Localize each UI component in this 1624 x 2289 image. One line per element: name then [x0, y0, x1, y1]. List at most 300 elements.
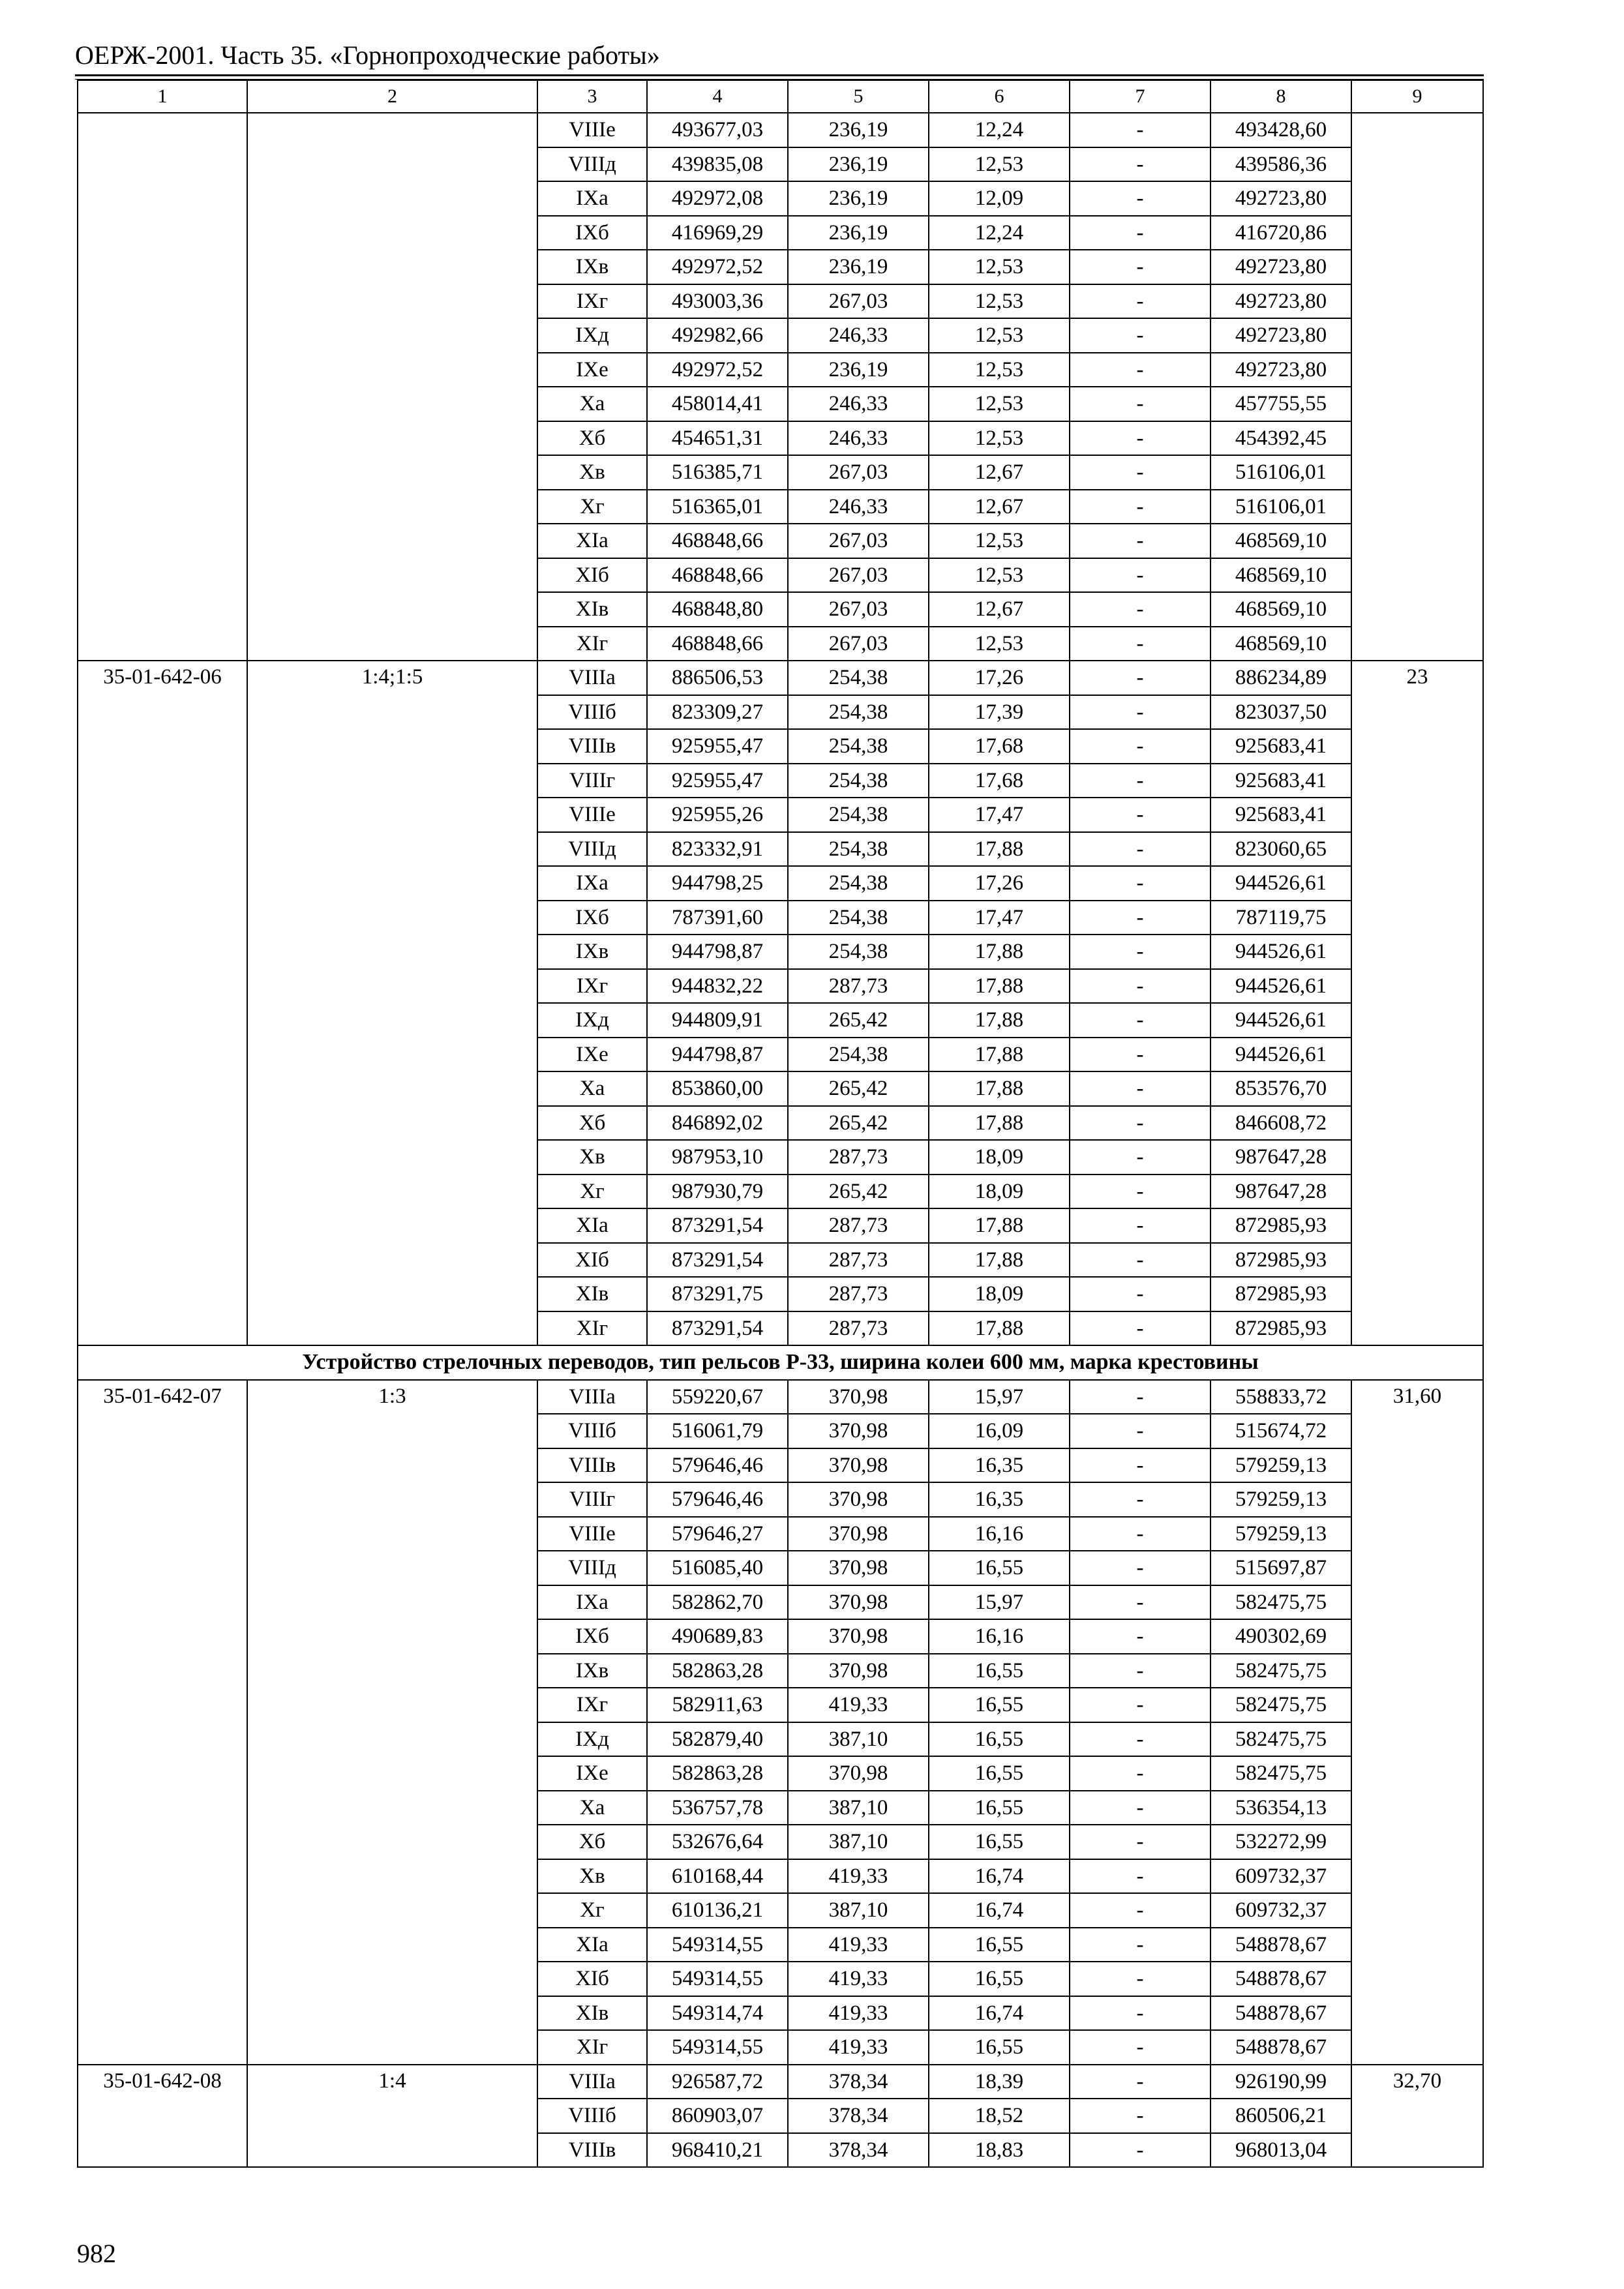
operators-wages-cell: - — [1070, 661, 1210, 695]
column-number: 2 — [247, 80, 537, 113]
machinery-cell: 16,55 — [929, 1722, 1070, 1757]
total-cost-cell: 968410,21 — [647, 2133, 788, 2168]
wages-cell: 370,98 — [788, 1414, 929, 1448]
page-title: ОЕРЖ-2001. Часть 35. «Горнопроходческие работы» — [75, 40, 660, 70]
total-cost-cell: 944832,22 — [647, 969, 788, 1004]
materials-cell: 579259,13 — [1210, 1482, 1351, 1517]
operators-wages-cell: - — [1070, 1517, 1210, 1551]
category-cell: Xв — [537, 455, 647, 490]
column-number-row — [78, 80, 1483, 113]
category-cell: XIв — [537, 1277, 647, 1311]
machinery-cell: 17,26 — [929, 866, 1070, 901]
total-cost-cell: 549314,74 — [647, 1996, 788, 2031]
category-cell: XIг — [537, 1311, 647, 1346]
category-cell: IXб — [537, 216, 647, 250]
total-cost-cell: 846892,02 — [647, 1106, 788, 1141]
operators-wages-cell: - — [1070, 387, 1210, 421]
wages-cell: 265,42 — [788, 1174, 929, 1209]
total-cost-cell: 454651,31 — [647, 421, 788, 456]
labor-cost-cell: 32,70 — [1351, 2065, 1483, 2168]
total-cost-cell: 787391,60 — [647, 901, 788, 935]
operators-wages-cell: - — [1070, 1208, 1210, 1243]
operators-wages-cell: - — [1070, 1893, 1210, 1928]
materials-cell: 886234,89 — [1210, 661, 1351, 695]
materials-cell: 548878,67 — [1210, 1928, 1351, 1962]
wages-cell: 419,33 — [788, 2030, 929, 2065]
table-row — [78, 1380, 1483, 1414]
total-cost-cell: 610168,44 — [647, 1859, 788, 1894]
total-cost-cell: 582879,40 — [647, 1722, 788, 1757]
wages-cell: 387,10 — [788, 1825, 929, 1859]
machinery-cell: 17,88 — [929, 1208, 1070, 1243]
machinery-cell: 15,97 — [929, 1585, 1070, 1620]
machinery-cell: 18,09 — [929, 1140, 1070, 1174]
wages-cell: 246,33 — [788, 318, 929, 353]
wages-cell: 246,33 — [788, 490, 929, 524]
machinery-cell: 17,88 — [929, 1106, 1070, 1141]
machinery-cell: 16,55 — [929, 1688, 1070, 1722]
operators-wages-cell: - — [1070, 1859, 1210, 1894]
machinery-cell: 12,67 — [929, 592, 1070, 627]
materials-cell: 493428,60 — [1210, 113, 1351, 147]
machinery-cell: 12,53 — [929, 627, 1070, 661]
category-cell: VIIIб — [537, 1414, 647, 1448]
operators-wages-cell: - — [1070, 524, 1210, 558]
total-cost-cell: 516385,71 — [647, 455, 788, 490]
total-cost-cell: 582863,28 — [647, 1756, 788, 1791]
machinery-cell: 16,55 — [929, 1825, 1070, 1859]
operators-wages-cell: - — [1070, 1038, 1210, 1072]
operators-wages-cell: - — [1070, 729, 1210, 764]
category-cell: IXа — [537, 1585, 647, 1620]
category-cell: Xв — [537, 1859, 647, 1894]
total-cost-cell: 579646,46 — [647, 1448, 788, 1483]
materials-cell: 853576,70 — [1210, 1071, 1351, 1106]
total-cost-cell: 416969,29 — [647, 216, 788, 250]
operators-wages-cell: - — [1070, 1414, 1210, 1448]
category-cell: VIIIг — [537, 1482, 647, 1517]
category-cell: VIIIд — [537, 1551, 647, 1585]
materials-cell: 987647,28 — [1210, 1174, 1351, 1209]
machinery-cell: 12,53 — [929, 147, 1070, 182]
materials-cell: 872985,93 — [1210, 1277, 1351, 1311]
operators-wages-cell: - — [1070, 2065, 1210, 2099]
machinery-cell: 16,55 — [929, 1928, 1070, 1962]
materials-cell: 468569,10 — [1210, 524, 1351, 558]
wages-cell: 370,98 — [788, 1619, 929, 1654]
machinery-cell: 12,53 — [929, 421, 1070, 456]
materials-cell: 925683,41 — [1210, 729, 1351, 764]
operators-wages-cell: - — [1070, 421, 1210, 456]
operators-wages-cell: - — [1070, 318, 1210, 353]
operators-wages-cell: - — [1070, 695, 1210, 730]
category-cell: Xг — [537, 1893, 647, 1928]
total-cost-cell: 490689,83 — [647, 1619, 788, 1654]
wages-cell: 267,03 — [788, 627, 929, 661]
machinery-cell: 16,55 — [929, 1551, 1070, 1585]
operators-wages-cell: - — [1070, 1140, 1210, 1174]
wages-cell: 370,98 — [788, 1585, 929, 1620]
operators-wages-cell: - — [1070, 2099, 1210, 2133]
wages-cell: 419,33 — [788, 1928, 929, 1962]
materials-cell: 609732,37 — [1210, 1893, 1351, 1928]
section-heading-row — [78, 1345, 1483, 1380]
total-cost-cell: 492982,66 — [647, 318, 788, 353]
total-cost-cell: 492972,52 — [647, 250, 788, 284]
total-cost-cell: 873291,54 — [647, 1208, 788, 1243]
wages-cell: 287,73 — [788, 1311, 929, 1346]
machinery-cell: 17,88 — [929, 1311, 1070, 1346]
operators-wages-cell: - — [1070, 1688, 1210, 1722]
total-cost-cell: 516085,40 — [647, 1551, 788, 1585]
total-cost-cell: 493003,36 — [647, 284, 788, 319]
materials-cell: 548878,67 — [1210, 2030, 1351, 2065]
machinery-cell: 12,09 — [929, 181, 1070, 216]
wages-cell: 419,33 — [788, 1688, 929, 1722]
category-cell: XIб — [537, 1962, 647, 1996]
machinery-cell: 12,67 — [929, 455, 1070, 490]
category-cell: IXе — [537, 1756, 647, 1791]
machinery-cell: 16,35 — [929, 1482, 1070, 1517]
category-cell: VIIIд — [537, 147, 647, 182]
category-cell: IXе — [537, 1038, 647, 1072]
machinery-cell: 17,26 — [929, 661, 1070, 695]
materials-cell: 582475,75 — [1210, 1688, 1351, 1722]
wages-cell: 378,34 — [788, 2133, 929, 2168]
crossing-ratio: 1:4 — [247, 2065, 537, 2168]
operators-wages-cell: - — [1070, 2133, 1210, 2168]
materials-cell: 536354,13 — [1210, 1791, 1351, 1825]
category-cell: XIа — [537, 1208, 647, 1243]
materials-cell: 872985,93 — [1210, 1311, 1351, 1346]
wages-cell: 265,42 — [788, 1071, 929, 1106]
operators-wages-cell: - — [1070, 1619, 1210, 1654]
category-cell: XIв — [537, 592, 647, 627]
machinery-cell: 12,67 — [929, 490, 1070, 524]
wages-cell: 236,19 — [788, 216, 929, 250]
total-cost-cell: 925955,26 — [647, 798, 788, 832]
total-cost-cell: 579646,46 — [647, 1482, 788, 1517]
total-cost-cell: 944798,25 — [647, 866, 788, 901]
total-cost-cell: 579646,27 — [647, 1517, 788, 1551]
wages-cell: 254,38 — [788, 798, 929, 832]
materials-cell: 548878,67 — [1210, 1962, 1351, 1996]
machinery-cell: 12,24 — [929, 113, 1070, 147]
operators-wages-cell: - — [1070, 1482, 1210, 1517]
materials-cell: 582475,75 — [1210, 1654, 1351, 1688]
materials-cell: 468569,10 — [1210, 558, 1351, 593]
machinery-cell: 17,88 — [929, 1071, 1070, 1106]
category-cell: VIIIд — [537, 832, 647, 867]
column-number: 8 — [1210, 80, 1351, 113]
materials-cell: 492723,80 — [1210, 318, 1351, 353]
header-rule — [75, 74, 1484, 76]
operators-wages-cell: - — [1070, 832, 1210, 867]
wages-cell: 236,19 — [788, 181, 929, 216]
operators-wages-cell: - — [1070, 1962, 1210, 1996]
materials-cell: 579259,13 — [1210, 1448, 1351, 1483]
wages-cell: 254,38 — [788, 695, 929, 730]
materials-cell: 944526,61 — [1210, 1038, 1351, 1072]
total-cost-cell: 468848,66 — [647, 558, 788, 593]
materials-cell: 579259,13 — [1210, 1517, 1351, 1551]
rate-code: 35-01-642-06 — [78, 661, 247, 1345]
category-cell: XIб — [537, 1243, 647, 1278]
crossing-ratio: 1:3 — [247, 1380, 537, 2065]
category-cell: Xб — [537, 1106, 647, 1141]
category-cell: Xа — [537, 1791, 647, 1825]
materials-cell: 548878,67 — [1210, 1996, 1351, 2031]
total-cost-cell: 492972,52 — [647, 353, 788, 387]
wages-cell: 370,98 — [788, 1654, 929, 1688]
wages-cell: 387,10 — [788, 1791, 929, 1825]
materials-cell: 582475,75 — [1210, 1756, 1351, 1791]
wages-cell: 287,73 — [788, 969, 929, 1004]
category-cell: VIIIб — [537, 695, 647, 730]
category-cell: VIIIе — [537, 1517, 647, 1551]
operators-wages-cell: - — [1070, 1756, 1210, 1791]
operators-wages-cell: - — [1070, 1791, 1210, 1825]
wages-cell: 265,42 — [788, 1003, 929, 1038]
wages-cell: 254,38 — [788, 866, 929, 901]
materials-cell: 787119,75 — [1210, 901, 1351, 935]
materials-cell: 515697,87 — [1210, 1551, 1351, 1585]
operators-wages-cell: - — [1070, 1585, 1210, 1620]
category-cell: IXг — [537, 1688, 647, 1722]
machinery-cell: 16,74 — [929, 1996, 1070, 2031]
crossing-ratio: 1:4;1:5 — [247, 661, 537, 1345]
machinery-cell: 16,55 — [929, 1654, 1070, 1688]
materials-cell: 490302,69 — [1210, 1619, 1351, 1654]
rate-code: 35-01-642-08 — [78, 2065, 247, 2168]
total-cost-cell: 873291,54 — [647, 1311, 788, 1346]
total-cost-cell: 944798,87 — [647, 935, 788, 969]
materials-cell: 926190,99 — [1210, 2065, 1351, 2099]
operators-wages-cell: - — [1070, 627, 1210, 661]
category-cell: VIIIб — [537, 2099, 647, 2133]
labor-cost-cell: 23 — [1351, 661, 1483, 1345]
operators-wages-cell: - — [1070, 284, 1210, 319]
machinery-cell: 17,68 — [929, 764, 1070, 798]
operators-wages-cell: - — [1070, 1928, 1210, 1962]
wages-cell: 387,10 — [788, 1893, 929, 1928]
machinery-cell: 17,88 — [929, 1003, 1070, 1038]
wages-cell: 370,98 — [788, 1551, 929, 1585]
operators-wages-cell: - — [1070, 866, 1210, 901]
machinery-cell: 12,53 — [929, 387, 1070, 421]
total-cost-cell: 493677,03 — [647, 113, 788, 147]
machinery-cell: 18,09 — [929, 1174, 1070, 1209]
materials-cell: 823060,65 — [1210, 832, 1351, 867]
category-cell: IXд — [537, 1003, 647, 1038]
total-cost-cell: 987930,79 — [647, 1174, 788, 1209]
machinery-cell: 12,53 — [929, 250, 1070, 284]
operators-wages-cell: - — [1070, 935, 1210, 969]
operators-wages-cell: - — [1070, 2030, 1210, 2065]
total-cost-cell: 516061,79 — [647, 1414, 788, 1448]
category-cell: XIг — [537, 627, 647, 661]
total-cost-cell: 439835,08 — [647, 147, 788, 182]
materials-cell: 846608,72 — [1210, 1106, 1351, 1141]
column-number: 9 — [1351, 80, 1483, 113]
category-cell: Xа — [537, 387, 647, 421]
wages-cell: 246,33 — [788, 421, 929, 456]
operators-wages-cell: - — [1070, 1380, 1210, 1414]
category-cell: IXе — [537, 353, 647, 387]
machinery-cell: 18,09 — [929, 1277, 1070, 1311]
total-cost-cell: 492972,08 — [647, 181, 788, 216]
wages-cell: 267,03 — [788, 284, 929, 319]
category-cell: VIIIа — [537, 1380, 647, 1414]
wages-cell: 287,73 — [788, 1243, 929, 1278]
wages-cell: 254,38 — [788, 901, 929, 935]
wages-cell: 254,38 — [788, 661, 929, 695]
category-cell: IXв — [537, 935, 647, 969]
total-cost-cell: 610136,21 — [647, 1893, 788, 1928]
category-cell: IXб — [537, 1619, 647, 1654]
machinery-cell: 16,74 — [929, 1893, 1070, 1928]
operators-wages-cell: - — [1070, 592, 1210, 627]
total-cost-cell: 549314,55 — [647, 1962, 788, 1996]
operators-wages-cell: - — [1070, 1003, 1210, 1038]
total-cost-cell: 873291,75 — [647, 1277, 788, 1311]
labor-cost-cell: 31,60 — [1351, 1380, 1483, 2065]
section-heading: Устройство стрелочных переводов, тип рельсов Р-33, ширина колеи 600 мм, марка крестовины — [78, 1345, 1483, 1380]
materials-cell: 925683,41 — [1210, 798, 1351, 832]
category-cell: IXд — [537, 318, 647, 353]
materials-cell: 944526,61 — [1210, 969, 1351, 1004]
machinery-cell: 18,83 — [929, 2133, 1070, 2168]
total-cost-cell: 873291,54 — [647, 1243, 788, 1278]
machinery-cell: 17,68 — [929, 729, 1070, 764]
page-number: 982 — [77, 2239, 116, 2268]
machinery-cell: 17,88 — [929, 1243, 1070, 1278]
category-cell: IXб — [537, 901, 647, 935]
total-cost-cell: 549314,55 — [647, 1928, 788, 1962]
category-cell: IXд — [537, 1722, 647, 1757]
machinery-cell: 12,53 — [929, 353, 1070, 387]
column-number: 6 — [929, 80, 1070, 113]
operators-wages-cell: - — [1070, 1071, 1210, 1106]
materials-cell: 515674,72 — [1210, 1414, 1351, 1448]
operators-wages-cell: - — [1070, 147, 1210, 182]
total-cost-cell: 458014,41 — [647, 387, 788, 421]
category-cell: IXг — [537, 969, 647, 1004]
wages-cell: 370,98 — [788, 1482, 929, 1517]
materials-cell: 872985,93 — [1210, 1208, 1351, 1243]
machinery-cell: 12,53 — [929, 558, 1070, 593]
category-cell: VIIIе — [537, 798, 647, 832]
table-row — [78, 2065, 1483, 2099]
materials-cell: 944526,61 — [1210, 1003, 1351, 1038]
machinery-cell: 12,24 — [929, 216, 1070, 250]
category-cell: XIа — [537, 1928, 647, 1962]
operators-wages-cell: - — [1070, 798, 1210, 832]
machinery-cell: 16,55 — [929, 1791, 1070, 1825]
total-cost-cell: 944809,91 — [647, 1003, 788, 1038]
operators-wages-cell: - — [1070, 969, 1210, 1004]
machinery-cell: 16,55 — [929, 1756, 1070, 1791]
operators-wages-cell: - — [1070, 1825, 1210, 1859]
machinery-cell: 17,88 — [929, 935, 1070, 969]
wages-cell: 267,03 — [788, 455, 929, 490]
operators-wages-cell: - — [1070, 1311, 1210, 1346]
machinery-cell: 16,55 — [929, 1962, 1070, 1996]
wages-cell: 236,19 — [788, 353, 929, 387]
total-cost-cell: 853860,00 — [647, 1071, 788, 1106]
materials-cell: 582475,75 — [1210, 1585, 1351, 1620]
column-number: 4 — [647, 80, 788, 113]
machinery-cell: 16,55 — [929, 2030, 1070, 2065]
materials-cell: 582475,75 — [1210, 1722, 1351, 1757]
machinery-cell: 16,09 — [929, 1414, 1070, 1448]
materials-cell: 944526,61 — [1210, 935, 1351, 969]
total-cost-cell: 516365,01 — [647, 490, 788, 524]
machinery-cell: 17,47 — [929, 798, 1070, 832]
total-cost-cell: 582862,70 — [647, 1585, 788, 1620]
operators-wages-cell: - — [1070, 490, 1210, 524]
wages-cell: 287,73 — [788, 1208, 929, 1243]
wages-cell: 370,98 — [788, 1517, 929, 1551]
machinery-cell: 15,97 — [929, 1380, 1070, 1414]
total-cost-cell: 926587,72 — [647, 2065, 788, 2099]
wages-cell: 419,33 — [788, 1859, 929, 1894]
category-cell: XIг — [537, 2030, 647, 2065]
category-cell: IXа — [537, 866, 647, 901]
operators-wages-cell: - — [1070, 455, 1210, 490]
wages-cell: 254,38 — [788, 832, 929, 867]
operators-wages-cell: - — [1070, 1277, 1210, 1311]
operators-wages-cell: - — [1070, 1722, 1210, 1757]
category-cell: Xа — [537, 1071, 647, 1106]
materials-cell: 492723,80 — [1210, 353, 1351, 387]
wages-cell: 236,19 — [788, 250, 929, 284]
wages-cell: 254,38 — [788, 729, 929, 764]
category-cell: VIIIа — [537, 661, 647, 695]
table-row — [78, 661, 1483, 695]
materials-cell: 609732,37 — [1210, 1859, 1351, 1894]
operators-wages-cell: - — [1070, 1448, 1210, 1483]
operators-wages-cell: - — [1070, 181, 1210, 216]
column-number: 5 — [788, 80, 929, 113]
rate-code — [78, 113, 247, 661]
wages-cell: 267,03 — [788, 558, 929, 593]
materials-cell: 968013,04 — [1210, 2133, 1351, 2168]
machinery-cell: 18,39 — [929, 2065, 1070, 2099]
machinery-cell: 17,47 — [929, 901, 1070, 935]
materials-cell: 860506,21 — [1210, 2099, 1351, 2133]
rate-code: 35-01-642-07 — [78, 1380, 247, 2065]
materials-cell: 468569,10 — [1210, 592, 1351, 627]
total-cost-cell: 559220,67 — [647, 1380, 788, 1414]
wages-cell: 267,03 — [788, 592, 929, 627]
total-cost-cell: 582863,28 — [647, 1654, 788, 1688]
wages-cell: 378,34 — [788, 2099, 929, 2133]
category-cell: XIа — [537, 524, 647, 558]
total-cost-cell: 886506,53 — [647, 661, 788, 695]
wages-cell: 370,98 — [788, 1380, 929, 1414]
wages-cell: 254,38 — [788, 764, 929, 798]
total-cost-cell: 582911,63 — [647, 1688, 788, 1722]
category-cell: VIIIв — [537, 729, 647, 764]
materials-cell: 468569,10 — [1210, 627, 1351, 661]
total-cost-cell: 925955,47 — [647, 729, 788, 764]
materials-cell: 439586,36 — [1210, 147, 1351, 182]
category-cell: IXг — [537, 284, 647, 319]
materials-cell: 457755,55 — [1210, 387, 1351, 421]
materials-cell: 925683,41 — [1210, 764, 1351, 798]
wages-cell: 246,33 — [788, 387, 929, 421]
